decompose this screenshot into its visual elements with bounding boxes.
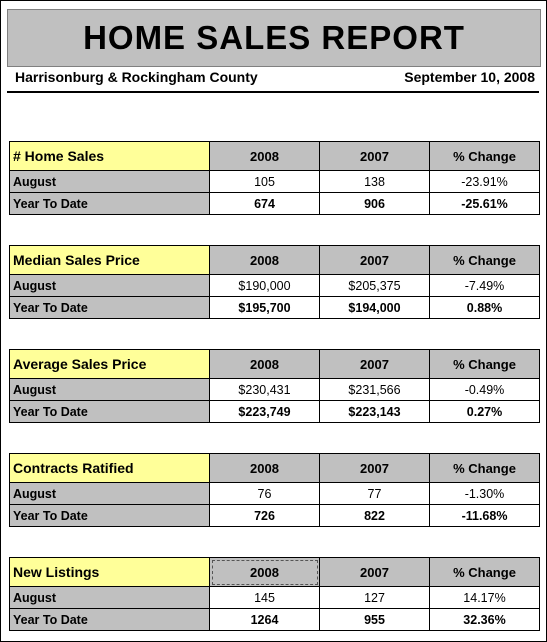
section-header-row <box>10 558 540 587</box>
header-divider <box>7 91 539 93</box>
row-label[interactable]: August <box>10 587 210 609</box>
cell-2008[interactable]: $223,749 <box>210 401 320 423</box>
row-label[interactable]: Year To Date <box>10 401 210 423</box>
cell-2008[interactable]: 674 <box>210 193 320 215</box>
cell-2007[interactable]: 906 <box>320 193 430 215</box>
cell-change[interactable]: 32.36% <box>430 609 540 631</box>
column-header-change[interactable]: % Change <box>430 246 540 275</box>
cell-change[interactable]: 14.17% <box>430 587 540 609</box>
cell-2007[interactable]: 127 <box>320 587 430 609</box>
cell-change[interactable]: 0.27% <box>430 401 540 423</box>
cell-2008[interactable]: 726 <box>210 505 320 527</box>
cell-change[interactable]: -25.61% <box>430 193 540 215</box>
row-label[interactable]: Year To Date <box>10 297 210 319</box>
column-header-change[interactable]: % Change <box>430 454 540 483</box>
region-label: Harrisonburg & Rockingham County <box>15 69 258 85</box>
column-header-2008[interactable]: 2008 <box>210 142 320 171</box>
column-header-2008[interactable]: 2008 <box>210 558 320 587</box>
table-row <box>10 297 540 319</box>
column-header-2008[interactable]: 2008 <box>210 350 320 379</box>
cell-2007[interactable]: $223,143 <box>320 401 430 423</box>
table-row <box>10 401 540 423</box>
cell-2007[interactable]: $205,375 <box>320 275 430 297</box>
cell-2008[interactable]: $190,000 <box>210 275 320 297</box>
table-row <box>10 171 540 193</box>
column-header-2007[interactable]: 2007 <box>320 558 430 587</box>
row-label[interactable]: August <box>10 275 210 297</box>
cell-2007[interactable]: $231,566 <box>320 379 430 401</box>
row-label[interactable]: Year To Date <box>10 609 210 631</box>
row-label[interactable]: August <box>10 171 210 193</box>
cell-change[interactable]: -1.30% <box>430 483 540 505</box>
section-title[interactable]: New Listings <box>10 558 210 587</box>
cell-2007[interactable]: 77 <box>320 483 430 505</box>
row-label[interactable]: August <box>10 483 210 505</box>
table-row <box>10 275 540 297</box>
column-header-2008[interactable]: 2008 <box>210 246 320 275</box>
cell-2007[interactable]: 822 <box>320 505 430 527</box>
section-table-contracts-ratified <box>9 453 540 527</box>
section-header-row <box>10 246 540 275</box>
column-header-2008[interactable]: 2008 <box>210 454 320 483</box>
cell-2007[interactable]: $194,000 <box>320 297 430 319</box>
cell-2007[interactable]: 138 <box>320 171 430 193</box>
cell-change[interactable]: 0.88% <box>430 297 540 319</box>
cell-2008[interactable]: 145 <box>210 587 320 609</box>
report-title: HOME SALES REPORT <box>83 19 465 56</box>
table-row <box>10 379 540 401</box>
section-table-median-price <box>9 245 540 319</box>
cell-2008[interactable]: $230,431 <box>210 379 320 401</box>
section-title[interactable]: # Home Sales <box>10 142 210 171</box>
column-header-change[interactable]: % Change <box>430 142 540 171</box>
section-table-home-sales <box>9 141 540 215</box>
column-header-2007[interactable]: 2007 <box>320 454 430 483</box>
row-label[interactable]: Year To Date <box>10 505 210 527</box>
title-banner <box>7 9 541 67</box>
section-table-new-listings <box>9 557 540 631</box>
cell-2007[interactable]: 955 <box>320 609 430 631</box>
cell-2008[interactable]: 1264 <box>210 609 320 631</box>
column-header-2007[interactable]: 2007 <box>320 246 430 275</box>
section-header-row <box>10 142 540 171</box>
cell-change[interactable]: -7.49% <box>430 275 540 297</box>
table-row <box>10 505 540 527</box>
table-row <box>10 193 540 215</box>
report-subheader <box>15 69 535 85</box>
section-header-row <box>10 350 540 379</box>
cell-change[interactable]: -23.91% <box>430 171 540 193</box>
cell-change[interactable]: -0.49% <box>430 379 540 401</box>
cell-change[interactable]: -11.68% <box>430 505 540 527</box>
column-header-change[interactable]: % Change <box>430 350 540 379</box>
report-date: September 10, 2008 <box>404 69 535 85</box>
cell-2008[interactable]: 105 <box>210 171 320 193</box>
row-label[interactable]: Year To Date <box>10 193 210 215</box>
cell-2008[interactable]: $195,700 <box>210 297 320 319</box>
column-header-change[interactable]: % Change <box>430 558 540 587</box>
table-row <box>10 587 540 609</box>
cell-2008[interactable]: 76 <box>210 483 320 505</box>
column-header-2007[interactable]: 2007 <box>320 142 430 171</box>
row-label[interactable]: August <box>10 379 210 401</box>
section-title[interactable]: Contracts Ratified <box>10 454 210 483</box>
section-table-average-price <box>9 349 540 423</box>
section-title[interactable]: Median Sales Price <box>10 246 210 275</box>
table-row <box>10 483 540 505</box>
table-row <box>10 609 540 631</box>
section-title[interactable]: Average Sales Price <box>10 350 210 379</box>
section-header-row <box>10 454 540 483</box>
column-header-2007[interactable]: 2007 <box>320 350 430 379</box>
